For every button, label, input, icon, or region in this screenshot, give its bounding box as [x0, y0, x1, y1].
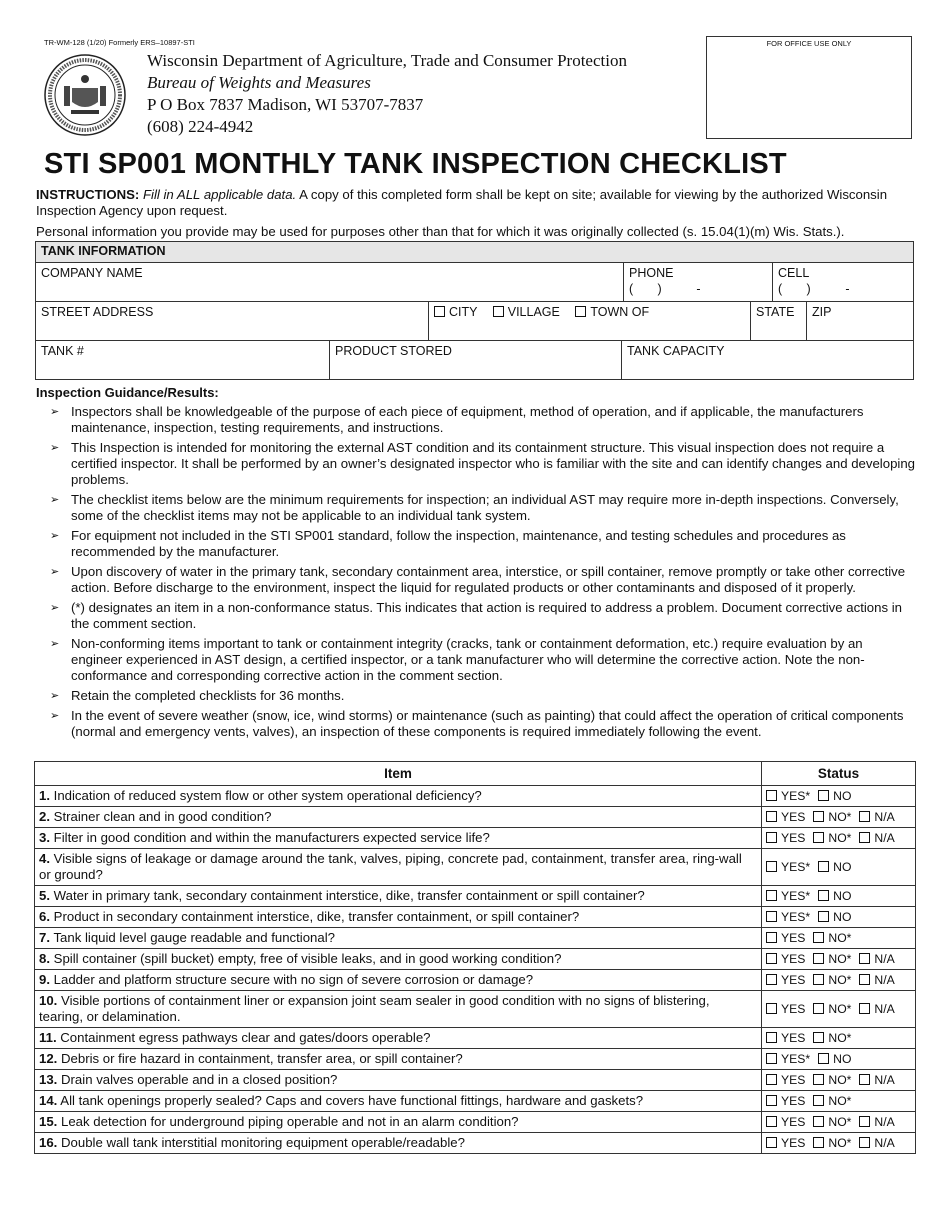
item-text: Filter in good condition and within the manufacturers expected service life?	[53, 830, 490, 845]
status-checkbox[interactable]	[818, 788, 851, 804]
status-checkbox[interactable]	[766, 951, 805, 967]
status-checkbox[interactable]	[766, 1051, 810, 1067]
item-number: 5.	[39, 888, 50, 903]
status-checkbox[interactable]	[818, 909, 851, 925]
checklist-item	[35, 991, 762, 1028]
checkbox-label: N/A	[874, 810, 895, 824]
status-checkbox[interactable]	[818, 888, 851, 904]
agency-address: P O Box 7837 Madison, WI 53707-7837	[147, 95, 424, 114]
status-options	[762, 991, 916, 1028]
cell-field[interactable]	[772, 262, 914, 301]
checkbox-icon	[813, 1003, 824, 1014]
status-options	[762, 828, 916, 849]
checkbox-icon	[766, 1137, 777, 1148]
checklist-item	[35, 949, 762, 970]
checklist-row	[35, 907, 916, 928]
checkbox-label: YES	[781, 810, 806, 824]
phone-label: PHONE	[629, 266, 674, 280]
checklist-item	[35, 886, 762, 907]
company-name-field[interactable]	[35, 262, 624, 301]
item-text: Visible portions of containment liner or expansion joint seam sealer in good condition with no signs of blistering, tearing, or delamination.	[39, 993, 710, 1024]
checklist-item	[35, 849, 762, 886]
item-text: Water in primary tank, secondary containment interstice, dike, transfer containment or spill container?	[53, 888, 645, 903]
checkbox-label: NO*	[828, 1136, 852, 1150]
checkbox-icon	[766, 1003, 777, 1014]
tank-capacity-label: TANK CAPACITY	[627, 344, 725, 358]
checklist-row	[35, 991, 916, 1028]
checkbox-icon	[766, 1074, 777, 1085]
status-checkbox[interactable]	[818, 1051, 851, 1067]
checklist-row	[35, 849, 916, 886]
arrow-bullet-icon: ➢	[50, 638, 60, 650]
status-checkbox[interactable]	[813, 1114, 851, 1130]
status-checkbox[interactable]	[813, 1072, 851, 1088]
status-options	[762, 907, 916, 928]
instructions-text: A copy of this completed form shall be kept on site; available for viewing by the authorized Wisconsin Inspection Agency upon request.	[36, 187, 888, 218]
cell-label: CELL	[778, 266, 810, 280]
arrow-bullet-icon: ➢	[50, 566, 60, 578]
checkbox-label: NO	[833, 910, 852, 924]
status-checkbox[interactable]	[813, 830, 851, 846]
guidance-text: This Inspection is intended for monitoring the external AST condition and its containment structure. This visual inspection does not require a certified inspector. It shall be performed by an owner’s designated inspector who is familiar with the site and can identify changes and developing problems.	[71, 440, 915, 487]
agency-phone: (608) 224-4942	[147, 117, 254, 136]
checklist-item	[35, 807, 762, 828]
tank-information-section	[35, 241, 914, 380]
checkbox-label: YES	[781, 831, 806, 845]
guidance-text: Upon discovery of water in the primary tank, secondary containment area, interstice, or spill container, remove promptly or take other corrective action. Before discharge to the environment, inspect the liquid for regulated products or other contaminants and disposed of it properly.	[71, 564, 906, 595]
checkbox-icon	[859, 1003, 870, 1014]
village-checkbox[interactable]: VILLAGE	[493, 305, 560, 319]
cell-format: ( ) -	[778, 282, 850, 296]
guidance-text: Non-conforming items important to tank or containment integrity (cracks, tank or containment deformation, etc.) require evaluation by an engineer experienced in AST design, a certified inspector, or a tank manufacturer who will determine the corrective action. Note the non-conformance and corresponding corrective action in the comment section.	[71, 636, 865, 683]
checkbox-icon	[766, 790, 777, 801]
checkbox-label: NO*	[828, 831, 852, 845]
checkbox-label: NO*	[828, 810, 852, 824]
checkbox-label: YES*	[781, 910, 811, 924]
item-number: 9.	[39, 972, 50, 987]
status-checkbox[interactable]	[813, 1030, 851, 1046]
status-options	[762, 849, 916, 886]
guidance-item	[50, 528, 916, 560]
guidance-item	[50, 636, 916, 684]
checkbox-icon	[859, 953, 870, 964]
item-number: 6.	[39, 909, 50, 924]
status-options	[762, 1028, 916, 1049]
checkbox-label: NO	[833, 789, 852, 803]
item-number: 11.	[39, 1030, 57, 1045]
agency-block	[147, 50, 627, 138]
checklist-item	[35, 828, 762, 849]
arrow-bullet-icon: ➢	[50, 494, 60, 506]
item-text: Double wall tank interstitial monitoring equipment operable/readable?	[61, 1135, 465, 1150]
zip-label: ZIP	[812, 305, 832, 319]
checklist-row	[35, 807, 916, 828]
checkbox-icon	[813, 1032, 824, 1043]
guidance-text: For equipment not included in the STI SP001 standard, follow the inspection, maintenance, and testing schedules and procedures as recommended by the manufacturer.	[71, 528, 846, 559]
checkbox-icon	[818, 861, 829, 872]
guidance-heading: Inspection Guidance/Results:	[36, 385, 219, 400]
checkbox-label: NO*	[828, 1031, 852, 1045]
checkbox-icon	[813, 832, 824, 843]
status-checkbox[interactable]	[766, 1093, 805, 1109]
checkbox-label: N/A	[874, 1002, 895, 1016]
status-checkbox[interactable]	[766, 972, 805, 988]
item-text: Debris or fire hazard in containment, transfer area, or spill container?	[61, 1051, 463, 1066]
item-text: Tank liquid level gauge readable and functional?	[53, 930, 335, 945]
checkbox-icon	[766, 1116, 777, 1127]
checklist-row	[35, 928, 916, 949]
checkbox-label: N/A	[874, 831, 895, 845]
checklist-row	[35, 828, 916, 849]
status-checkbox[interactable]	[813, 930, 851, 946]
status-checkbox[interactable]	[813, 1135, 851, 1151]
checkbox-label: NO*	[828, 1002, 852, 1016]
status-checkbox[interactable]	[766, 1072, 805, 1088]
arrow-bullet-icon: ➢	[50, 602, 60, 614]
checklist-item	[35, 1091, 762, 1112]
guidance-text: The checklist items below are the minimum requirements for inspection; an individual AST may require more in-depth inspections. Conversely, some of the checklist items may not be applicable to an individual tank system.	[71, 492, 899, 523]
page-title: STI SP001 MONTHLY TANK INSPECTION CHECKLIST	[44, 148, 787, 180]
checklist-row	[35, 886, 916, 907]
checklist-item	[35, 970, 762, 991]
product-stored-field[interactable]	[329, 340, 621, 380]
checkbox-label: YES	[781, 1094, 806, 1108]
status-options	[762, 886, 916, 907]
city-checkbox[interactable]: CITY	[434, 305, 477, 319]
item-column-header: Item	[35, 762, 762, 786]
checklist-item	[35, 1112, 762, 1133]
checklist-row	[35, 1070, 916, 1091]
checklist-table	[34, 761, 916, 1154]
checkbox-label: NO	[833, 1052, 852, 1066]
checkbox-icon	[859, 1074, 870, 1085]
checkbox-icon	[859, 832, 870, 843]
arrow-bullet-icon: ➢	[50, 710, 60, 722]
tank-number-field[interactable]	[35, 340, 329, 380]
status-checkbox[interactable]	[813, 809, 851, 825]
arrow-bullet-icon: ➢	[50, 530, 60, 542]
zip-field[interactable]	[806, 301, 914, 340]
item-number: 14.	[39, 1093, 58, 1108]
checkbox-label: NO*	[828, 973, 852, 987]
agency-name: Wisconsin Department of Agriculture, Trade and Consumer Protection	[147, 51, 627, 70]
status-checkbox[interactable]	[818, 859, 851, 875]
status-checkbox[interactable]	[813, 1001, 851, 1017]
item-number: 15.	[39, 1114, 58, 1129]
checklist-item	[35, 1049, 762, 1070]
checkbox-icon	[766, 953, 777, 964]
guidance-item	[50, 564, 916, 596]
status-checkbox[interactable]	[766, 1114, 805, 1130]
instructions-label: INSTRUCTIONS:	[36, 187, 140, 202]
status-checkbox[interactable]	[766, 909, 810, 925]
instructions	[36, 187, 916, 219]
checklist-row	[35, 949, 916, 970]
checklist-row	[35, 1049, 916, 1070]
item-number: 1.	[39, 788, 50, 803]
checkbox-label: YES*	[781, 889, 811, 903]
status-checkbox[interactable]	[766, 888, 810, 904]
item-number: 12.	[39, 1051, 58, 1066]
item-number: 2.	[39, 809, 50, 824]
guidance-item	[50, 492, 916, 524]
checkbox-icon	[813, 1137, 824, 1148]
checkbox-icon	[766, 1032, 777, 1043]
checkbox-label: NO*	[828, 952, 852, 966]
checkbox-icon	[859, 1137, 870, 1148]
tank-capacity-field[interactable]	[621, 340, 914, 380]
checkbox-label: YES*	[781, 860, 811, 874]
status-checkbox[interactable]	[813, 951, 851, 967]
checkbox-label: YES	[781, 1115, 806, 1129]
status-checkbox[interactable]	[766, 830, 805, 846]
item-text: Strainer clean and in good condition?	[53, 809, 272, 824]
product-stored-label: PRODUCT STORED	[335, 344, 452, 358]
guidance-item	[50, 440, 916, 488]
guidance-text: Retain the completed checklists for 36 months.	[71, 688, 345, 703]
checkbox-label: YES	[781, 1002, 806, 1016]
guidance-item	[50, 600, 916, 632]
checklist-row	[35, 970, 916, 991]
checkbox-icon	[766, 911, 777, 922]
status-checkbox[interactable]	[859, 809, 894, 825]
item-text: All tank openings properly sealed? Caps and covers have functional fittings, hardware and gaskets?	[60, 1093, 644, 1108]
checkbox-icon	[859, 974, 870, 985]
item-number: 4.	[39, 851, 50, 866]
arrow-bullet-icon: ➢	[50, 690, 60, 702]
checklist-header-row	[35, 762, 916, 786]
item-text: Product in secondary containment interstice, dike, transfer containment, or spill container?	[53, 909, 580, 924]
item-text: Visible signs of leakage or damage around the tank, valves, piping, concrete pad, containment, transfer area, ring-wall or ground?	[39, 851, 742, 882]
status-column-header: Status	[762, 762, 916, 786]
form-number: TR-WM-128 (1/20) Formerly ERS–10897-STI	[44, 38, 195, 47]
arrow-bullet-icon: ➢	[50, 406, 60, 418]
checkbox-label: N/A	[874, 1073, 895, 1087]
checkbox-icon	[766, 861, 777, 872]
item-text: Leak detection for underground piping operable and not in an alarm condition?	[61, 1114, 519, 1129]
checkbox-icon	[818, 890, 829, 901]
item-number: 3.	[39, 830, 50, 845]
checklist-row	[35, 1028, 916, 1049]
personal-info-notice: Personal information you provide may be used for purposes other than that for which it was originally collected (s. 15.04(1)(m) Wis. Stats.).	[36, 224, 845, 239]
status-checkbox[interactable]	[859, 951, 894, 967]
status-checkbox[interactable]	[766, 788, 810, 804]
checklist-row	[35, 1112, 916, 1133]
checkbox-label: N/A	[874, 952, 895, 966]
item-number: 13.	[39, 1072, 58, 1087]
checkbox-icon	[859, 811, 870, 822]
checkbox-icon	[766, 811, 777, 822]
status-options	[762, 1070, 916, 1091]
status-checkbox[interactable]	[859, 1072, 894, 1088]
office-use-box	[706, 36, 912, 139]
checklist-item	[35, 786, 762, 807]
checkbox-label: YES*	[781, 1052, 811, 1066]
checkbox-icon	[813, 953, 824, 964]
status-checkbox[interactable]	[766, 1030, 805, 1046]
checkbox-icon	[766, 1095, 777, 1106]
checklist-row	[35, 786, 916, 807]
status-options	[762, 1112, 916, 1133]
phone-format: ( ) -	[629, 282, 701, 296]
office-use-label: FOR OFFICE USE ONLY	[766, 39, 852, 48]
checkbox-icon	[766, 974, 777, 985]
status-checkbox[interactable]	[766, 930, 805, 946]
checkbox-label: NO*	[828, 1094, 852, 1108]
checkbox-label: N/A	[874, 1115, 895, 1129]
guidance-item	[50, 404, 916, 436]
item-text: Ladder and platform structure secure with no sign of severe corrosion or damage?	[53, 972, 534, 987]
checkbox-label: NO	[833, 860, 852, 874]
status-options	[762, 949, 916, 970]
checkbox-icon	[818, 911, 829, 922]
status-checkbox[interactable]	[813, 972, 851, 988]
checkbox-icon	[813, 974, 824, 985]
tank-number-label: TANK #	[41, 344, 84, 358]
state-field[interactable]	[750, 301, 806, 340]
checkbox-icon	[813, 1074, 824, 1085]
checkbox-label: YES	[781, 952, 806, 966]
item-number: 10.	[39, 993, 58, 1008]
checkbox-label: N/A	[874, 973, 895, 987]
status-checkbox[interactable]	[766, 1001, 805, 1017]
guidance-text: Inspectors shall be knowledgeable of the purpose of each piece of equipment, method of operation, and if applicable, the manufacturers maintenance, inspection, testing requirements, and instructions.	[71, 404, 864, 435]
guidance-item	[50, 708, 916, 740]
item-text: Containment egress pathways clear and gates/doors operable?	[60, 1030, 431, 1045]
status-checkbox[interactable]	[813, 1093, 851, 1109]
guidance-item	[50, 688, 916, 704]
item-text: Indication of reduced system flow or other system operational deficiency?	[53, 788, 482, 803]
checkbox-label: YES*	[781, 789, 811, 803]
status-options	[762, 970, 916, 991]
checklist-row	[35, 1133, 916, 1154]
status-options	[762, 928, 916, 949]
tank-information-heading: TANK INFORMATION	[36, 242, 913, 262]
state-label: STATE	[756, 305, 795, 319]
checkbox-icon	[818, 790, 829, 801]
checkbox-label: NO*	[828, 1073, 852, 1087]
arrow-bullet-icon: ➢	[50, 442, 60, 454]
checklist-item	[35, 907, 762, 928]
status-checkbox[interactable]	[859, 1135, 894, 1151]
status-options	[762, 1133, 916, 1154]
street-address-field[interactable]	[35, 301, 428, 340]
checkbox-icon	[766, 1053, 777, 1064]
checkbox-label: YES	[781, 973, 806, 987]
status-options	[762, 807, 916, 828]
status-checkbox[interactable]	[766, 809, 805, 825]
checkbox-icon	[766, 932, 777, 943]
status-checkbox[interactable]	[859, 1001, 894, 1017]
checkbox-label: NO*	[828, 931, 852, 945]
checkbox-icon	[766, 890, 777, 901]
checklist-item	[35, 1070, 762, 1091]
checkbox-icon	[818, 1053, 829, 1064]
municipality-type	[428, 301, 750, 340]
item-number: 7.	[39, 930, 50, 945]
status-options	[762, 1091, 916, 1112]
instructions-emphasis: Fill in ALL applicable data.	[142, 187, 297, 202]
checkbox-label: YES	[781, 1031, 806, 1045]
status-checkbox[interactable]	[859, 1114, 894, 1130]
status-options	[762, 786, 916, 807]
checklist-item	[35, 1133, 762, 1154]
checkbox-label: NO	[833, 889, 852, 903]
item-text: Drain valves operable and in a closed position?	[61, 1072, 338, 1087]
checkbox-label: YES	[781, 1073, 806, 1087]
street-address-label: STREET ADDRESS	[41, 305, 154, 319]
checkbox-label: NO*	[828, 1115, 852, 1129]
checkbox-icon	[813, 811, 824, 822]
status-checkbox[interactable]	[766, 1135, 805, 1151]
checkbox-icon	[859, 1116, 870, 1127]
company-name-label: COMPANY NAME	[41, 266, 143, 280]
phone-field[interactable]	[623, 262, 772, 301]
checkbox-label: YES	[781, 1136, 806, 1150]
checkbox-icon	[813, 932, 824, 943]
checkbox-label: YES	[781, 931, 806, 945]
status-checkbox[interactable]	[859, 972, 894, 988]
status-checkbox[interactable]	[766, 859, 810, 875]
status-options	[762, 1049, 916, 1070]
item-number: 16.	[39, 1135, 58, 1150]
bureau-name: Bureau of Weights and Measures	[147, 73, 371, 92]
checkbox-icon	[813, 1095, 824, 1106]
checklist-item	[35, 1028, 762, 1049]
checklist-item	[35, 928, 762, 949]
guidance-text: In the event of severe weather (snow, ice, wind storms) or maintenance (such as painting) that could affect the operation of critical components (normal and emergency vents, valves), an inspection of these components is required immediately following the event.	[71, 708, 904, 739]
guidance-text: (*) designates an item in a non-conformance status. This indicates that action is required to address a problem. Document corrective actions in the comment section.	[71, 600, 902, 631]
item-number: 8.	[39, 951, 50, 966]
checkbox-label: N/A	[874, 1136, 895, 1150]
guidance-list	[50, 404, 916, 744]
checkbox-icon	[766, 832, 777, 843]
checkbox-icon	[813, 1116, 824, 1127]
item-text: Spill container (spill bucket) empty, free of visible leaks, and in good working condition?	[53, 951, 562, 966]
town-checkbox[interactable]: TOWN OF	[575, 305, 649, 319]
state-seal-icon	[44, 54, 126, 136]
status-checkbox[interactable]	[859, 830, 894, 846]
checklist-row	[35, 1091, 916, 1112]
